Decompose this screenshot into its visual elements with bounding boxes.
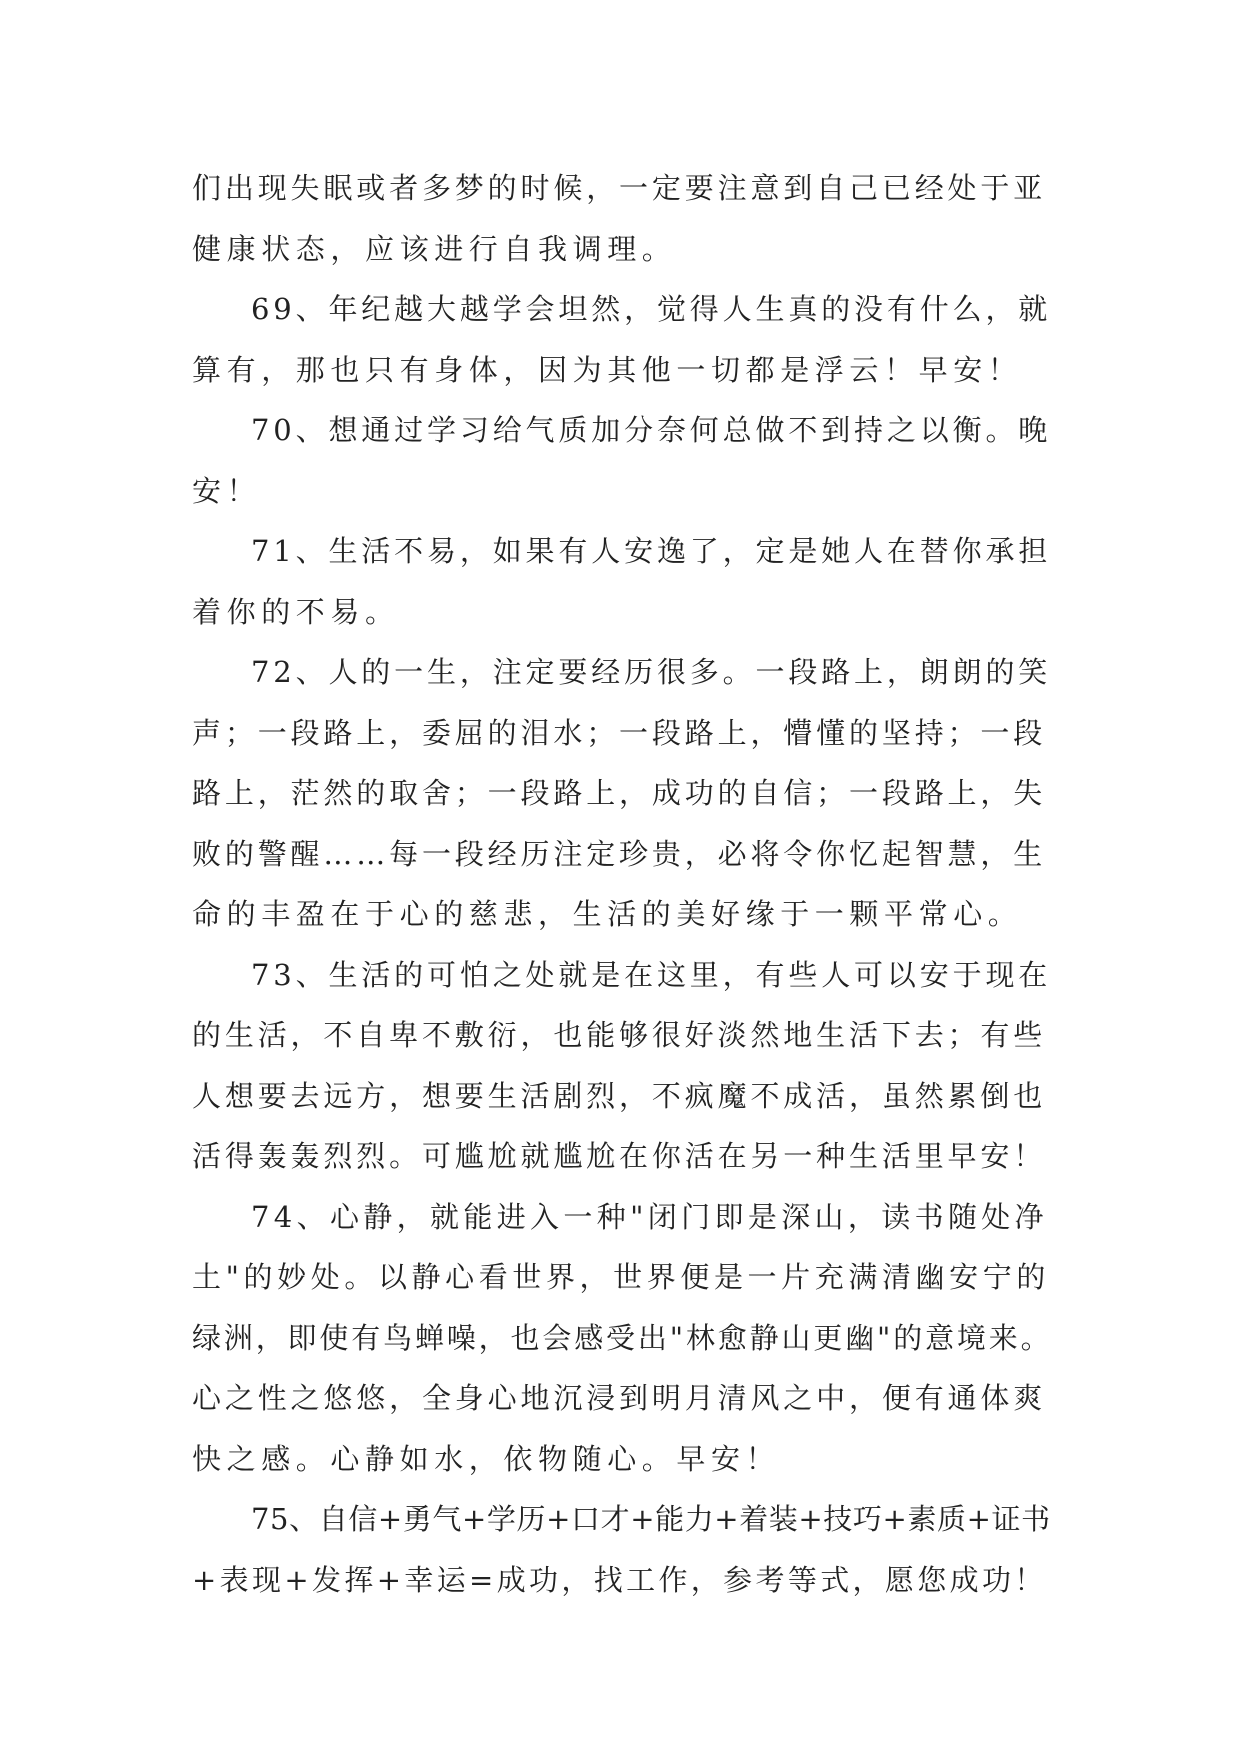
text-line: 74、心静，就能进入一种"闭门即是深山，读书随处净	[251, 1199, 1048, 1234]
text-line: 命的丰盈在于心的慈悲，生活的美好缘于一颗平常心。	[192, 897, 1023, 931]
text-line: 72、人的一生，注定要经历很多。一段路上，朗朗的笑	[251, 655, 1052, 689]
text-line: 心之性之悠悠，全身心地沉浸到明月清风之中，便有通体爽	[192, 1381, 1047, 1415]
text-line: 71、生活不易，如果有人安逸了，定是她人在替你承担	[251, 534, 1052, 568]
text-line: +表现+发挥+幸运=成功，找工作，参考等式，愿您成功！	[192, 1562, 1047, 1597]
document-body-text	[192, 158, 1052, 1610]
text-line: 败的警醒……每一段经历注定珍贵，必将令你忆起智慧，生	[192, 836, 1047, 871]
text-line: 73、生活的可怕之处就是在这里，有些人可以安于现在	[251, 957, 1052, 992]
text-line: 声；一段路上，委屈的泪水；一段路上，懵懂的坚持；一段	[192, 715, 1047, 750]
text-line: 健康状态，应该进行自我调理。	[192, 231, 677, 266]
text-line: 70、想通过学习给气质加分奈何总做不到持之以衡。晚	[251, 413, 1052, 447]
text-line: 安！	[192, 473, 262, 508]
text-line: 算有，那也只有身体，因为其他一切都是浮云！早安！	[192, 352, 1023, 387]
text-line: 的生活，不自卑不敷衍，也能够很好淡然地生活下去；有些	[192, 1018, 1047, 1052]
text-line: 快之感。心静如水，依物随心。早安！	[192, 1441, 781, 1476]
text-line: 75、自信+勇气+学历+口才+能力+着装+技巧+素质+证书	[251, 1502, 1051, 1536]
text-line: 人想要去远方，想要生活剧烈，不疯魔不成活，虽然累倒也	[192, 1078, 1047, 1113]
text-line: 路上，茫然的取舍；一段路上，成功的自信；一段路上，失	[192, 776, 1047, 810]
text-line: 着你的不易。	[192, 594, 400, 629]
text-line: 们出现失眠或者多梦的时候，一定要注意到自己已经处于亚	[192, 171, 1047, 205]
text-line: 土"的妙处。以静心看世界，世界便是一片充满清幽安宁的	[192, 1260, 1050, 1294]
text-line: 69、年纪越大越学会坦然，觉得人生真的没有什么，就	[251, 292, 1052, 326]
text-line: 绿洲，即使有鸟蝉噪，也会感受出"林愈静山更幽"的意境来。	[192, 1320, 1053, 1355]
text-line: 活得轰轰烈烈。可尴尬就尴尬在你活在另一种生活里早安！	[192, 1139, 1047, 1173]
